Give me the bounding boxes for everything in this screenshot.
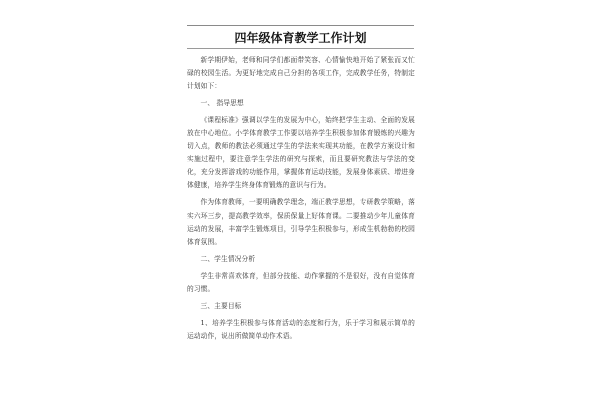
guiding-ideas-paragraph: 《课程标准》强调以学生的发展为中心，始终把学生主动、全面的发展放在中心地位。小学体育教学工作要以培养学生积极参加体育锻炼的兴趣为切入点，教师的教法必须通过学生的学法来实现其功能，在教学方案设计和实施过程中，要注意学生学法的研究与探索，而且要研究教法与学法的变化，充分发挥游戏的功能作用，掌握体育运动技能，发展身体素质、增进身体健康，培养学生终身体育锻炼的意识与行为。 bbox=[187, 116, 415, 190]
top-divider bbox=[187, 25, 414, 26]
document-body bbox=[187, 54, 415, 343]
teacher-role-paragraph: 作为体育教师，一要明确教学理念，端正教学思想，专研教学策略，落实六环三步，提高教学效率，保质保量上好体育课。二要推动少年儿童体育运动的发展，丰富学生锻炼项目，引导学生积极参与，形成生机勃勃的校园体育氛围。 bbox=[187, 198, 415, 246]
section-heading-guiding-ideas: 一、 指导思想 bbox=[200, 99, 244, 108]
document-title: 四年级体育教学工作计划 bbox=[234, 31, 367, 45]
title-divider bbox=[187, 48, 414, 49]
section-heading-main-goals: 三、主要目标 bbox=[200, 301, 242, 310]
intro-paragraph: 新学期伊始，老师和同学们都面带笑容、心情愉快地开始了紧张而又忙碌的校园生活。为更好地完成自己分担的各项工作，完成教学任务，特制定计划如下： bbox=[187, 56, 415, 91]
main-goal-item: 1、培养学生积极参与体育活动的态度和行为，乐于学习和展示简单的运动动作，说出所做简单动作术语。 bbox=[187, 318, 415, 340]
section-heading-student-analysis: 二、学生情况分析 bbox=[200, 254, 256, 263]
student-analysis-paragraph: 学生非常喜欢体育，但部分技能、动作掌握的不是很好，没有自觉体育的习惯。 bbox=[187, 271, 415, 293]
